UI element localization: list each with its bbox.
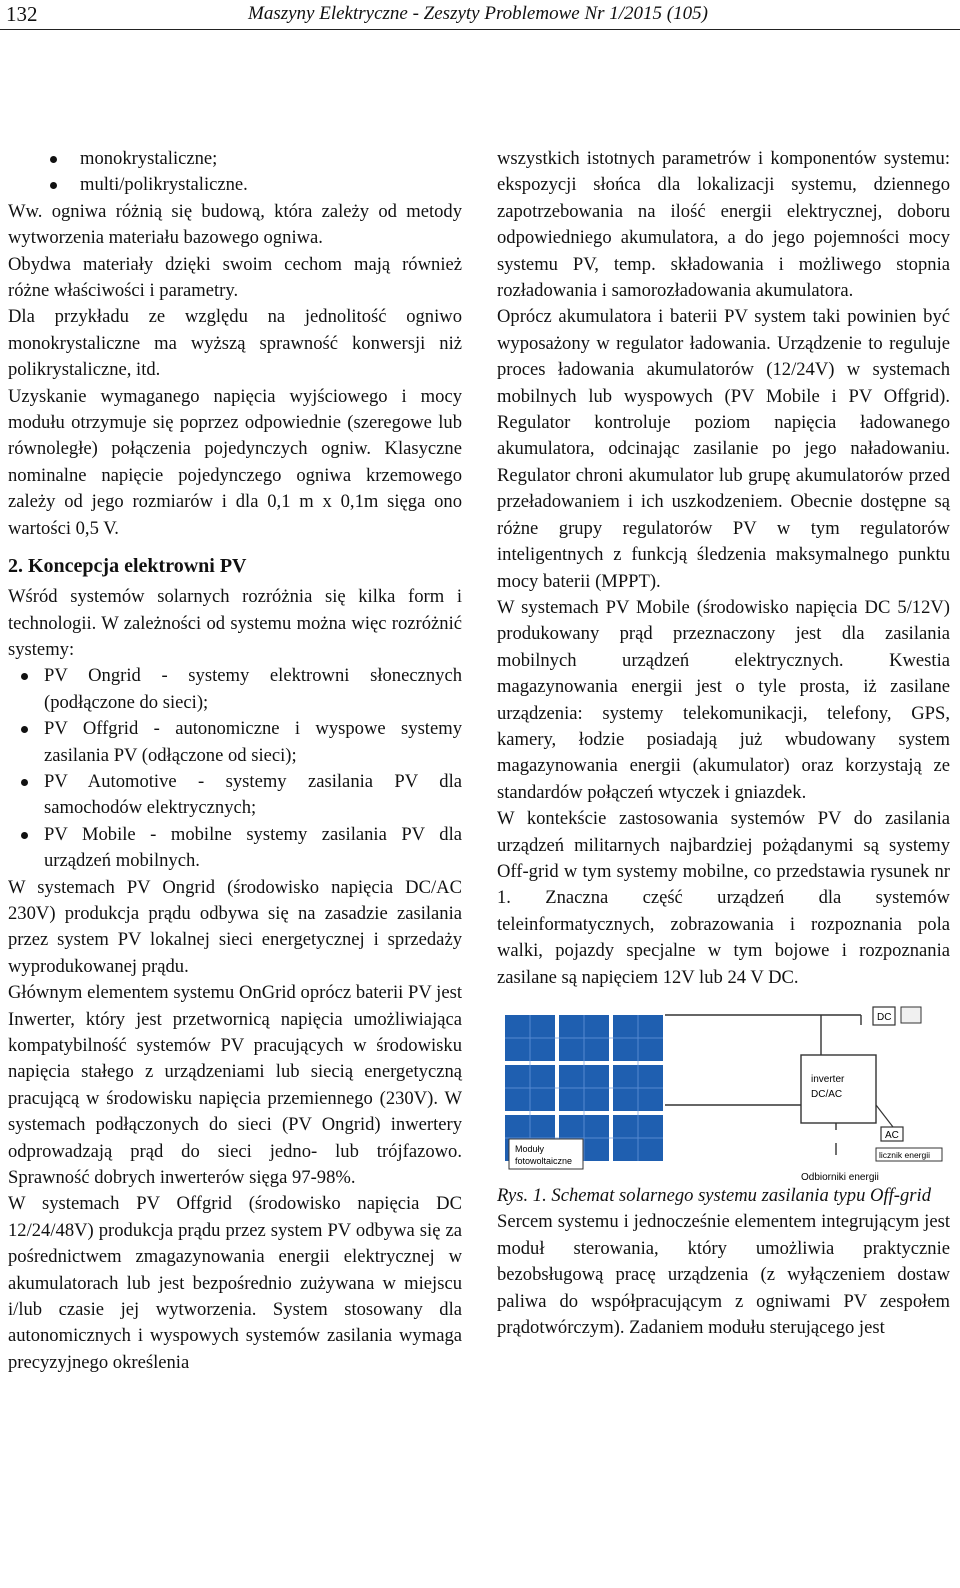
list-item: monokrystaliczne;: [8, 146, 462, 172]
modules-label: Moduły: [515, 1144, 545, 1154]
offgrid-system-figure: [501, 1005, 946, 1183]
ac-label: AC: [885, 1130, 899, 1141]
section-heading: 2. Koncepcja elektrowni PV: [8, 555, 247, 578]
paragraph: Wśród systemów solarnych rozróżnia się kilka form i technologii. W zależności od systemu można więc rozróżnić systemy:: [8, 586, 462, 660]
list-item: multi/polikrystaliczne.: [8, 172, 462, 198]
figure-caption: Rys. 1. Schemat solarnego systemu zasilania typu Off-grid: [497, 1185, 931, 1206]
list-item: PV Automotive - systemy zasilania PV dla samochodów elektrycznych;: [8, 769, 462, 822]
paragraph: Obydwa materiały dzięki swoim cechom mają również różne właściwości i parametry.: [8, 253, 462, 302]
inverter-label: inverter: [811, 1074, 845, 1085]
page-number: 132: [6, 2, 38, 26]
paragraph: Sercem systemu i jednocześnie elementem integrującym jest moduł sterowania, który umożliwia praktycznie bezobsługową pracę urządzenia (z wyłączeniem dostaw paliwa do współpracującym z ogniwami PV zespołem prądotwórczym). Zadaniem modułu sterującego jest: [497, 1211, 950, 1339]
bullet-icon: [21, 726, 28, 733]
silicon-type-list: [8, 146, 462, 199]
energy-meter-label: licznik energii: [879, 1150, 931, 1160]
inverter-type-label: DC/AC: [811, 1089, 843, 1100]
list-item: PV Offgrid - autonomiczne i wyspowe systemy zasilania PV (odłączone od sieci);: [8, 716, 462, 769]
right-column: [497, 146, 950, 1341]
list-item: PV Ongrid - systemy elektrowni słonecznych (podłączone do sieci);: [8, 663, 462, 716]
left-column: [8, 146, 462, 1376]
energy-receivers-label: Odbiorniki energii: [801, 1172, 879, 1183]
paragraph: Uzyskanie wymaganego napięcia wyjściowego i mocy modułu otrzymuje się poprzez odpowiednie (szeregowe lub równoległe) połączenia pojedynczych ogniw. Klasyczne nominalne napięcie pojedynczego ogniwa krzemowego zależy od jego rozmiarów i dla 0,1 m x 0,1m sięga ono wartości 0,5 V.: [8, 385, 462, 539]
paragraph: Głównym elementem systemu OnGrid oprócz baterii PV jest Inwerter, który jest przetwornicą napięcia umożliwiająca kompatybilność systemów PV pracujących w środowisku napięcia stałego z urządzeniami lub siecią energetyczną pracującą w środowisku napięcia przemiennego (230V). W systemach podłączonych do sieci (PV Ongrid) inwertery odprowadzają prąd do sieci jedno- lub trójfazowo. Sprawność dobrych inwerterów sięga 97-98%.: [8, 982, 462, 1189]
paragraph: Oprócz akumulatora i baterii PV system taki powinien być wyposażony w regulator ładowania. Urządzenie to reguluje proces ładowania akumulatorów (12/24V) w systemach mobilnych lub wyspowych (PV Mobile i PV Offgrid). Regulator kontroluje poziom napięcia ładowanego akumulatora, odcinając zasilanie po jego naładowaniu. Regulator chroni akumulator lub grupę akumulatorów przed przeładowaniem i ich uszkodzeniem. Obecnie dostępne są różne grupy regulatorów PV w tym regulatorów inteligentnych z funkcją śledzenia maksymalnego punktu mocy baterii (MPPT).: [497, 306, 950, 592]
dc-label: DC: [877, 1012, 892, 1023]
paragraph: W kontekście zastosowania systemów PV do zasilania urządzeń militarnych najbardziej pożądanymi są systemy Off-grid w tym systemy mobilne, co przedstawia rysunek nr 1. Znaczna część urządzeń dla systemów teleinformatycznych, zobrazowania i rozpoznania pola walki, pojazdy specjalne w tym bojowe i rozpoznania zasilane są napięciem 12V lub 24 V DC.: [497, 808, 950, 988]
bullet-icon: [50, 156, 57, 163]
paragraph: W systemach PV Mobile (środowisko napięcia DC 5/12V) produkowany prąd przeznaczony jest dla zasilania mobilnych urządzeń elektrycznych. Kwestia magazynowania energii jest o tyle prosta, iż zasilane urządzenia: systemy telekomunikacji, telefony, GPS, kamery, łodzie posiadają już wbudowany system magazynowania energii (akumulator) oraz korzystają ze standardów połączeń wtyczek i gniazdek.: [497, 596, 950, 803]
paragraph: Dla przykładu ze względu na jednolitość ogniwo monokrystaliczne ma wyższą sprawność konwersji niż polikrystaliczne, itd.: [8, 306, 462, 381]
bullet-icon: [21, 673, 28, 680]
modules-label-2: fotowoltaiczne: [515, 1156, 573, 1166]
paragraph: W systemach PV Offgrid (środowisko napięcia DC 12/24/48V) produkcja prądu przez system PV odbywa się za pośrednictwem zmagazynowania energii elektrycznej w akumulatorach lub jest bezpośrednio zużywana w miejscu i/lub czasie jej wytworzenia. System stosowany dla autonomicznych i wyspowych systemów zasilania wymaga precyzyjnego określenia: [8, 1193, 462, 1373]
bullet-icon: [50, 182, 57, 189]
bullet-icon: [21, 779, 28, 786]
paragraph: wszystkich istotnych parametrów i komponentów systemu: ekspozycji słońca dla lokalizacji systemu, dziennego zapotrzebowania na ilość energii elektrycznej, doboru odpowiedniego akumulatora, a do jego pojemności mocy systemu PV, temp. składowania i możliwego stopnia rozładowania i samorozładowania akumulatora.: [497, 148, 950, 302]
bullet-icon: [21, 832, 28, 839]
paragraph: W systemach PV Ongrid (środowisko napięcia DC/AC 230V) produkcja prądu odbywa się na zasadzie zasilania przez system PV lokalnej sieci energetycznej i sprzedaży wyprodukowanej prądu.: [8, 876, 462, 977]
dc-device-icon: [901, 1007, 921, 1023]
paragraph: Ww. ogniwa różnią się budową, która zależy od metody wytworzenia materiału bazowego ogniwa.: [8, 200, 462, 249]
journal-running-title: Maszyny Elektryczne - Zeszyty Problemowe Nr 1/2015 (105): [248, 3, 708, 24]
pv-system-types-list: [8, 663, 462, 874]
page-header: [0, 0, 960, 30]
header-rule: [0, 29, 960, 30]
list-item: PV Mobile - mobilne systemy zasilania PV dla urządzeń mobilnych.: [8, 822, 462, 875]
offgrid-diagram: [501, 1005, 946, 1183]
